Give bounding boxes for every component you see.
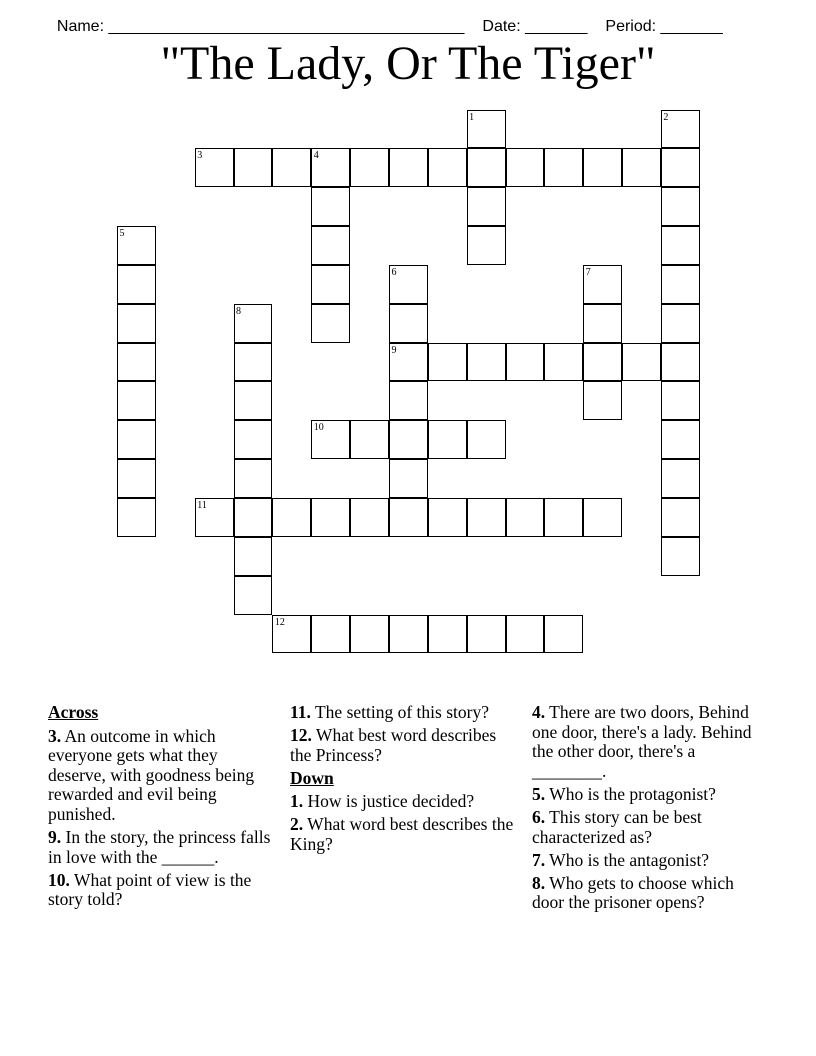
clues-column-3 — [532, 703, 762, 916]
crossword-cell[interactable] — [389, 304, 428, 343]
crossword-cell[interactable] — [311, 265, 350, 304]
crossword-cell[interactable] — [234, 576, 273, 615]
crossword-cell[interactable] — [311, 304, 350, 343]
crossword-cell[interactable] — [622, 148, 661, 187]
clue-number-label: 6 — [391, 266, 397, 278]
clue-number-label: 7 — [585, 266, 591, 278]
crossword-cell[interactable] — [661, 537, 700, 576]
clue-down-6: 6. This story can be best characterized as? — [532, 806, 702, 847]
crossword-cell[interactable] — [234, 420, 273, 459]
crossword-cell[interactable] — [234, 343, 273, 382]
crossword-cell[interactable] — [234, 537, 273, 576]
crossword-cell[interactable] — [350, 615, 389, 654]
crossword-cell[interactable] — [467, 226, 506, 265]
crossword-cell[interactable] — [661, 265, 700, 304]
clue-down-2: 2. What word best describes the King? — [290, 814, 514, 855]
crossword-cell[interactable] — [661, 226, 700, 265]
crossword-cell[interactable] — [234, 459, 273, 498]
crossword-cell[interactable] — [311, 615, 350, 654]
crossword-cell[interactable] — [117, 381, 156, 420]
crossword-cell[interactable] — [544, 498, 583, 537]
clue-number-label: 5 — [119, 228, 125, 240]
clue-across-3: 3. An outcome in which everyone gets what they deserve, with goodness being rewarded and evil being punished. — [48, 725, 255, 824]
period-field[interactable]: Period: _______ — [605, 18, 723, 35]
clues-column-2 — [290, 703, 520, 858]
clue-across-9: 9. In the story, the princess falls in love with the ______. — [48, 827, 271, 867]
crossword-cell[interactable] — [467, 420, 506, 459]
crossword-cell[interactable] — [506, 148, 545, 187]
crossword-cell[interactable] — [428, 615, 467, 654]
crossword-cell[interactable] — [389, 615, 428, 654]
clues-column-1 — [48, 703, 278, 913]
crossword-cell[interactable] — [389, 420, 428, 459]
clue-across-12: 12. What best word describes the Princess? — [290, 725, 497, 765]
crossword-cell[interactable] — [583, 304, 622, 343]
clue-number-label: 2 — [663, 111, 669, 123]
crossword-cell[interactable] — [506, 498, 545, 537]
crossword-cell[interactable] — [467, 187, 506, 226]
clue-down-1: 1. How is justice decided? — [290, 791, 475, 812]
clue-across-10: 10. What point of view is the story told? — [48, 869, 252, 910]
clue-down-7: 7. Who is the antagonist? — [532, 849, 710, 870]
page-title: "The Lady, Or The Tiger" — [160, 37, 656, 90]
clue-down-4: 4. There are two doors, Behind one door, there's a lady. Behind the other door, there's a ________. — [532, 702, 752, 781]
crossword-cell[interactable] — [583, 343, 622, 382]
crossword-cell[interactable] — [117, 420, 156, 459]
crossword-cell[interactable] — [311, 187, 350, 226]
crossword-cell[interactable] — [467, 343, 506, 382]
crossword-cell[interactable] — [506, 615, 545, 654]
clue-number-label: 11 — [197, 500, 207, 511]
clue-number-label: 9 — [391, 344, 397, 356]
crossword-cell[interactable] — [661, 304, 700, 343]
crossword-cell[interactable] — [117, 304, 156, 343]
clue-number-label: 4 — [313, 150, 319, 162]
clue-across-11: 11. The setting of this story? — [290, 702, 489, 722]
crossword-cell[interactable] — [661, 148, 700, 187]
clue-number-label: 12 — [274, 616, 285, 628]
clue-down-5: 5. Who is the protagonist? — [532, 783, 716, 804]
crossword-cell[interactable] — [661, 343, 700, 382]
crossword-cell[interactable] — [467, 615, 506, 654]
crossword-cell[interactable] — [661, 381, 700, 420]
down-heading: Down — [290, 767, 334, 788]
crossword-cell[interactable] — [350, 420, 389, 459]
crossword-cell[interactable] — [272, 148, 311, 187]
crossword-cell[interactable] — [311, 226, 350, 265]
name-field[interactable]: Name: ________________________________________ — [56, 18, 465, 35]
crossword-cell[interactable] — [506, 343, 545, 382]
clue-number-label: 3 — [197, 150, 203, 162]
crossword-cell[interactable] — [117, 498, 156, 537]
clue-number-label: 8 — [236, 305, 242, 317]
crossword-cell[interactable] — [234, 381, 273, 420]
date-field[interactable]: Date: _______ — [482, 18, 588, 35]
crossword-cell[interactable] — [583, 498, 622, 537]
crossword-cell[interactable] — [234, 498, 273, 537]
crossword-cell[interactable] — [350, 148, 389, 187]
crossword-cell[interactable] — [389, 148, 428, 187]
clue-number-label: 1 — [469, 111, 475, 123]
crossword-cell[interactable] — [428, 343, 467, 382]
clue-down-8: 8. Who gets to choose which door the prisoner opens? — [532, 872, 734, 913]
crossword-cell[interactable] — [583, 148, 622, 187]
crossword-cell[interactable] — [661, 420, 700, 459]
crossword-cell[interactable] — [428, 498, 467, 537]
crossword-cell[interactable] — [117, 459, 156, 498]
crossword-cell[interactable] — [583, 381, 622, 420]
crossword-cell[interactable] — [467, 498, 506, 537]
crossword-cell[interactable] — [661, 498, 700, 537]
clue-number-label: 10 — [313, 422, 324, 434]
crossword-cell[interactable] — [544, 148, 583, 187]
crossword-cell[interactable] — [234, 148, 273, 187]
crossword-cell[interactable] — [622, 343, 661, 382]
crossword-cell[interactable] — [544, 615, 583, 654]
crossword-cell[interactable] — [428, 420, 467, 459]
across-heading: Across — [48, 702, 99, 722]
crossword-cell[interactable] — [661, 459, 700, 498]
crossword-cell[interactable] — [467, 148, 506, 187]
crossword-cell[interactable] — [389, 498, 428, 537]
crossword-cell[interactable] — [117, 265, 156, 304]
crossword-cell[interactable] — [311, 498, 350, 537]
crossword-cell[interactable] — [389, 459, 428, 498]
crossword-cell[interactable] — [428, 148, 467, 187]
crossword-cell[interactable] — [544, 343, 583, 382]
crossword-cell[interactable] — [350, 498, 389, 537]
crossword-cell[interactable] — [661, 187, 700, 226]
crossword-cell[interactable] — [272, 498, 311, 537]
crossword-cell[interactable] — [389, 381, 428, 420]
crossword-cell[interactable] — [117, 343, 156, 382]
